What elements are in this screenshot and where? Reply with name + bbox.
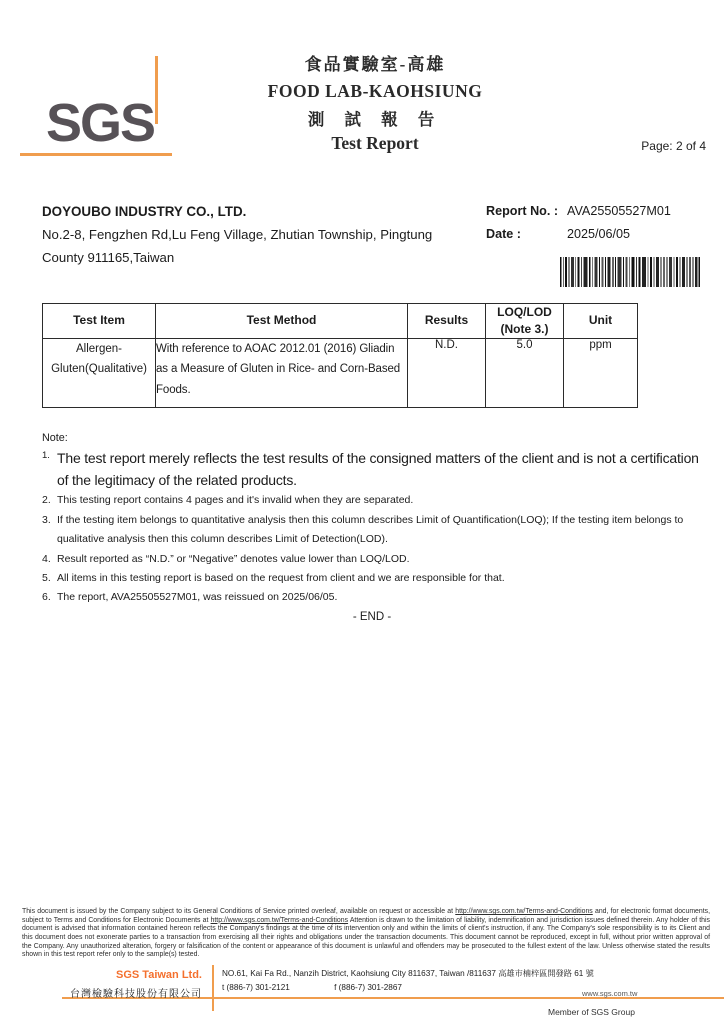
footer-phones [222,983,722,992]
lab-title-zh: 食品實驗室-高雄 [304,55,446,74]
note-item-4: 4. Result reported as “N.D.” or “Negative” denotes value lower than LOQ/LOD. [42,552,410,565]
date-value: 2025/06/05 [567,227,631,241]
barcode [560,257,700,287]
results-table [42,303,638,408]
notes-label: Note: [42,432,68,444]
footer-address: NO.61, Kai Fa Rd., Nanzih District, Kaohsiung City 811637, Taiwan /811637 高雄市楠梓區開發路 61 號 [222,969,594,978]
report-no-label: Report No. : [486,204,559,218]
lab-title-en: FOOD LAB-KAOHSIUNG [267,81,483,101]
column-header-loq-lod: LOQ/LOD (Note 3.) [486,304,564,339]
report-title-zh: 測 試 報 告 [307,110,443,129]
client-name: DOYOUBO INDUSTRY CO., LTD. [42,204,247,219]
report-no-value: AVA25505527M01 [567,204,671,218]
note-item-3: 3. If the testing item belongs to quantitative analysis then this column describes Limit of Quantification(LOQ); If the testing item belongs to qualitative analysis then this column describes Limit of Detection(LOD). [42,513,684,546]
footer [0,963,724,1024]
loq-lod-cell: 5.0 [486,338,564,407]
date-label: Date : [486,227,521,241]
column-header-unit: Unit [564,304,638,339]
client-info [42,200,482,269]
sgs-logo-text: SGS [46,93,155,153]
table-header-row [43,304,638,339]
test-item-cell: Allergen- Gluten(Qualitative) [43,338,156,407]
footer-company [28,969,202,1000]
note-item-1: 1. The test report merely reflects the test results of the consigned matters of the client and is not a certification of the legitimacy of the related products. [42,450,699,488]
note-item-2: 2. This testing report contains 4 pages and it's invalid when they are separated. [42,494,414,507]
footer-address-block [222,968,722,992]
column-header-test-item: Test Item [43,304,156,339]
footer-company-zh: 台灣檢驗科技股份有限公司 [70,988,202,1000]
legal-disclaimer: This document is issued by the Company subject to its General Conditions of Service printed overleaf, available on request or accessible at http://www.sgs.com.tw/Terms-and-Conditions and, for electronic format documents, subject to Terms and Conditions for Electronic Documents at http://www.sgs.com.tw/Terms-and-Conditions Attention is drawn to the limitation of liability, indemnification and jurisdiction issues defined therein. Any holder of this document is advised that information contained hereon reflects the Company's findings at the time of its intervention only and within the limits of client's instruction, if any. The Company's sole responsibility is to its Client and this document does not exonerate parties to a transaction from exercising all their rights and obligations under the transaction documents. This document cannot be reproduced, except in full, without prior written approval of the Company. Any unauthorized alteration, forgery or falsification of the content or appearance of this document is unlawful and offenders may be prosecuted to the fullest extent of the law. Unless otherwise stated the results shown in this test report refer only to the sample(s) tested. [22,908,710,959]
column-header-test-method: Test Method [156,304,408,339]
report-header [26,50,724,154]
unit-cell: ppm [564,338,638,407]
test-method-cell: With reference to AOAC 2012.01 (2016) Gliadin as a Measure of Gluten in Rice- and Corn-Based Foods. [156,338,408,407]
client-address-line1: No.2-8, Fengzhen Rd,Lu Feng Village, Zhutian Township, Pingtung [42,227,433,242]
results-cell: N.D. [408,338,486,407]
report-title-en: Test Report [331,133,419,153]
footer-tel: t (886-7) 301-2121 [222,983,290,992]
footer-fax: f (886-7) 301-2867 [334,983,402,992]
note-item-5: 5. All items in this testing report is based on the request from client and we are responsible for that. [42,572,505,585]
column-header-results: Results [408,304,486,339]
notes-section [42,428,702,623]
terms-link-2[interactable]: http://www.sgs.com.tw/Terms-and-Conditions [210,916,349,924]
report-info [486,200,716,246]
client-address-line2: County 911165,Taiwan [42,250,175,265]
end-marker: - END - [352,610,392,623]
footer-website: www.sgs.com.tw [582,989,638,998]
footer-company-en: SGS Taiwan Ltd. [116,969,202,981]
terms-link-1[interactable]: http://www.sgs.com.tw/Terms-and-Conditions [455,908,593,915]
footer-vertical-line [212,965,214,1011]
footer-member-label: Member of SGS Group [548,1007,635,1017]
note-item-6: 6. The report, AVA25505527M01, was reissued on 2025/06/05. [42,591,338,604]
page-number: Page: 2 of 4 [641,139,706,153]
table-row [43,338,638,407]
